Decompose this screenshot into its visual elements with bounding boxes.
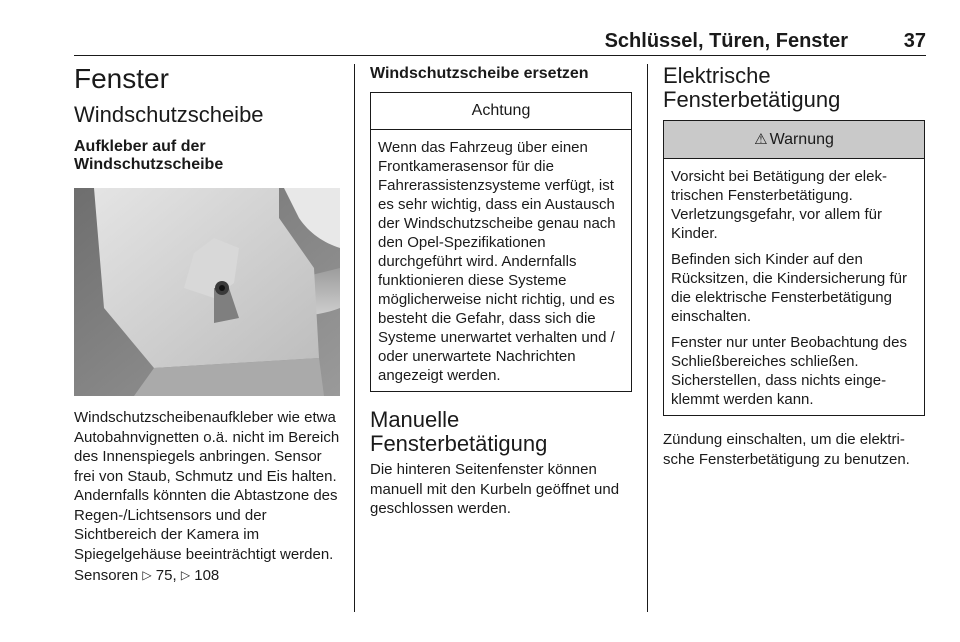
page-number: 37 xyxy=(903,30,926,52)
warning-body xyxy=(664,159,924,415)
section-heading: Windschutzscheibe ersetzen xyxy=(370,65,589,82)
warning-triangle-icon: ⚠ xyxy=(754,131,768,148)
column-divider xyxy=(354,64,355,612)
warning-title: Warnung xyxy=(769,131,834,148)
column-divider xyxy=(647,64,648,612)
column-left xyxy=(74,64,340,586)
chapter-title: Fenster xyxy=(74,63,169,94)
right-arrow-icon: ▷ xyxy=(180,568,191,582)
caution-text: Wenn das Fahrzeug über einen Frontkamerasensor für die Fahrerassistenzsysteme verfügt, ist es sehr wichtig, dass ein Austausch der Windschutzscheibe genau nach den Opel-Spezifikationen durchgeführt wird. Andernfalls funktionieren diese Systeme möglicherweise nicht richtig, und es besteht die Gefahr, dass sich die Systeme unerwartet verhalten und / oder unerwartete Nachrichten angezeigt werden. xyxy=(378,139,616,384)
reference-page[interactable]: 75 xyxy=(155,567,173,584)
section-text: Die hinteren Seitenfenster können manuell mit den Kurbeln geöffnet und geschlossen werden. xyxy=(370,461,620,517)
column-right xyxy=(663,64,925,469)
warning-paragraph: Vorsicht bei Betätigung der elektrischen Fensterbetätigung. Verletzungsgefahr, vor allem für Kinder. xyxy=(671,168,887,242)
section-heading: Manuelle Fensterbetätigung xyxy=(370,407,548,456)
windshield-sensor-illustration xyxy=(74,188,340,396)
references-label: Sensoren xyxy=(74,567,139,584)
right-arrow-icon: ▷ xyxy=(142,568,152,582)
caption-text: Windschutzscheibenaufkleber wie etwa Autobahnvignetten o.ä. nicht im Bereich des Innenspiegels anbringen. Sensor frei von Staub, Schmutz und Eis halten. Andernfalls könnten die Abtastzone des Regen-/Lichtsensors und der Sichtbereich der Kamera im Spiegelgehäuse beeinträchtigt werden. xyxy=(74,409,340,563)
reference-separator: , xyxy=(172,567,177,584)
sensor-references xyxy=(74,566,340,586)
caution-title: Achtung xyxy=(371,93,631,130)
header-rule xyxy=(74,55,926,56)
reference-page[interactable]: 108 xyxy=(194,567,220,584)
column-middle xyxy=(370,64,632,519)
warning-title-bar xyxy=(664,121,924,159)
section-heading: Windschutzscheibe xyxy=(74,102,264,127)
warning-paragraph: Fenster nur unter Beobachtung des Schließbereiches schließen. Sicherstellen, dass nichts eingeklemmt werden kann. xyxy=(671,334,907,408)
section-text: Zündung einschalten, um die elektrische Fensterbetätigung zu benutzen. xyxy=(663,431,910,468)
caution-box xyxy=(370,92,632,392)
section-title: Schlüssel, Türen, Fenster xyxy=(604,30,848,52)
warning-box xyxy=(663,120,925,416)
page-header xyxy=(74,30,926,54)
warning-paragraph: Befinden sich Kinder auf den Rücksitzen, die Kindersicherung für die elektrische Fensterbetätigung einschalten. xyxy=(671,251,907,325)
section-heading: Elektrische Fensterbetätigung xyxy=(663,63,841,112)
subsection-heading: Aufkleber auf der Windschutzscheibe xyxy=(74,138,224,173)
windshield-sensor-photo xyxy=(74,188,340,396)
